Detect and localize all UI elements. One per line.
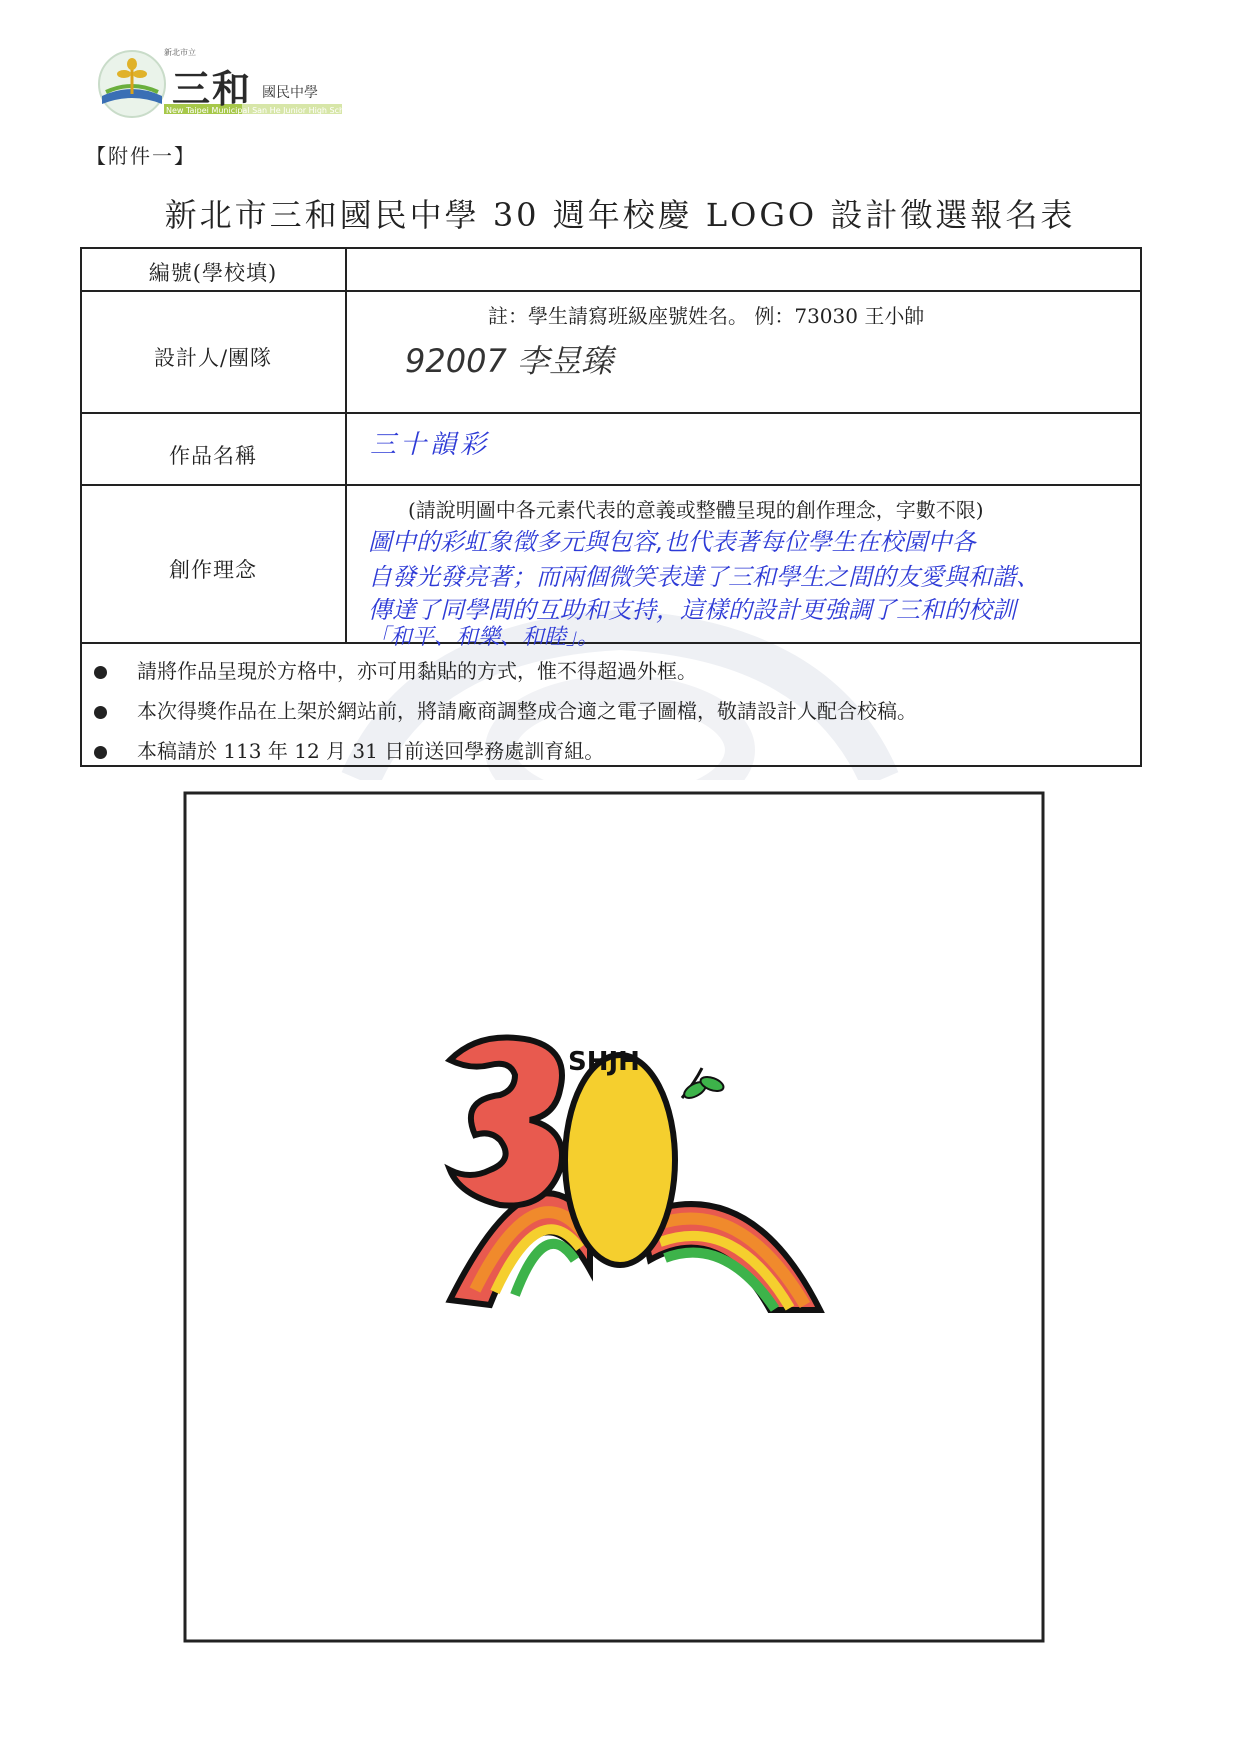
- work-title-value: 三十韻彩: [370, 430, 491, 460]
- concept-line-4: 「和平、和樂、和睦」。: [368, 625, 600, 650]
- attachment-label: 【附件一】: [86, 144, 196, 168]
- instruction-item: 請將作品呈現於方格中，亦可用黏貼的方式，惟不得超過外框。: [94, 655, 697, 684]
- logo-school-name: 三和: [172, 67, 253, 111]
- designer-value: 92007 李昱臻: [405, 342, 613, 380]
- logo-school-type: 國民中學: [262, 85, 318, 101]
- instruction-item: 本次得獎作品在上架於網站前，將請廠商調整成合適之電子圖檔，敬請設計人配合校稿。: [94, 695, 917, 724]
- instruction-item: 本稿請於 113 年 12 月 31 日前送回學務處訓育組。: [94, 735, 604, 764]
- bullet-icon: [94, 666, 107, 679]
- artwork-acronym: SHJH: [568, 1047, 640, 1077]
- label-designer: 設計人/團隊: [153, 346, 273, 370]
- logo-english-name: New Taipei Municipal San He Junior High School: [166, 106, 357, 115]
- concept-note: (請說明圖中各元素代表的意義或整體呈現的創作理念，字數不限): [408, 498, 984, 522]
- bullet-icon: [94, 746, 107, 759]
- page-title: 新北市三和國民中學 30 週年校慶 LOGO 設計徵選報名表: [164, 196, 1076, 234]
- logo-city-text: 新北市立: [164, 48, 196, 57]
- designer-note: 註：學生請寫班級座號姓名。 例：73030 王小帥: [488, 304, 925, 328]
- label-work-title: 作品名稱: [169, 444, 257, 468]
- concept-line-2: 自發光發亮著；而兩個微笑表達了三和學生之間的友愛與和諧、: [368, 563, 1040, 591]
- concept-line-1: 圖中的彩虹象徵多元與包容,也代表著每位學生在校園中各: [368, 528, 976, 556]
- concept-line-3: 傳達了同學間的互助和支持，這樣的設計更強調了三和的校訓: [368, 596, 1016, 624]
- bullet-icon: [94, 706, 107, 719]
- label-id: 編號(學校填): [148, 261, 278, 285]
- label-concept: 創作理念: [169, 558, 257, 582]
- artwork-logo: [420, 1020, 850, 1340]
